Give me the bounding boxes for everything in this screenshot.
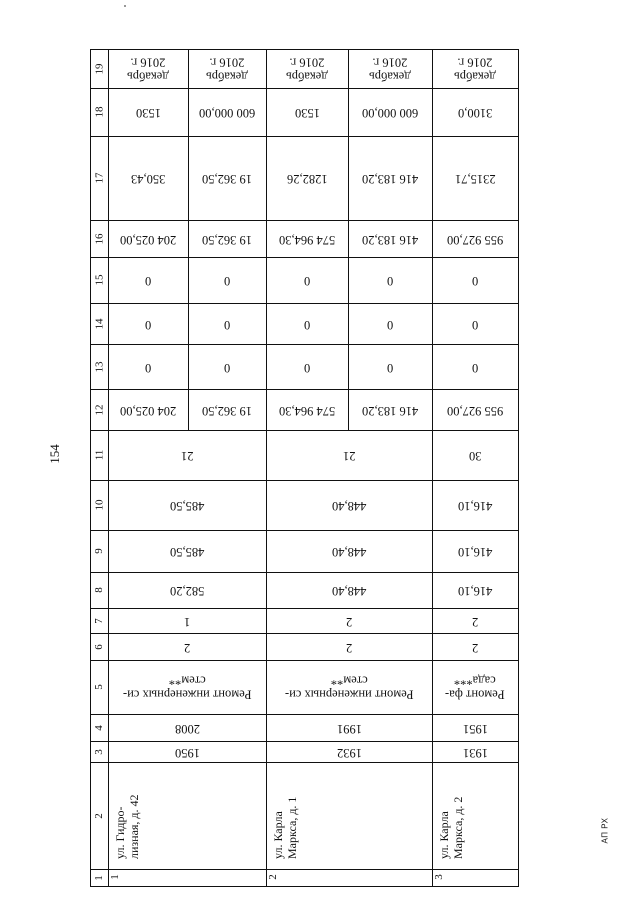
column-number-label: 5: [93, 684, 105, 690]
cell-col5-row5: [432, 660, 518, 714]
cell-col4-row5: [432, 714, 518, 741]
cell-text: 0: [471, 317, 479, 332]
cell-text: декабрь 2016 г.: [286, 55, 328, 84]
cell-col17-row4: [348, 136, 432, 220]
column-number-1: [90, 869, 108, 886]
cell-col19-row4: [348, 49, 432, 88]
cell-text: 0: [471, 360, 479, 375]
speck: [124, 5, 126, 7]
cell-col6-row5: [432, 633, 518, 660]
column-number-9: [90, 530, 108, 572]
cell-text: 1530: [294, 105, 320, 120]
column-number-4: [90, 714, 108, 741]
cell-col16-row5: [432, 220, 518, 257]
column-number-16: [90, 220, 108, 257]
cell-text: Ремонт инженерных си- стем**: [284, 674, 414, 702]
cell-col19-row2: [188, 49, 266, 88]
cell-col18-row1: [108, 88, 188, 136]
cell-text: 0: [144, 273, 152, 288]
cell-text: 574 964,30: [278, 232, 336, 247]
cell-text: 0: [303, 317, 311, 332]
cell-text: 2: [183, 640, 191, 655]
cell-text: 19 362,50: [202, 232, 252, 247]
row-number-2: [266, 871, 284, 888]
cell-text: 0: [303, 273, 311, 288]
column-number-label: 18: [93, 106, 105, 118]
cell-text: 1950: [174, 745, 200, 760]
cell-col7-row5: [432, 608, 518, 633]
cell-col5-row3: [266, 660, 432, 714]
cell-col9-row1: [108, 530, 266, 572]
cell-text: 416 183,20: [361, 403, 419, 418]
cell-text: 2: [471, 640, 479, 655]
column-number-label: 15: [93, 274, 105, 286]
cell-col9-row5: [432, 530, 518, 572]
cell-col13-row1: [108, 344, 188, 389]
cell-col12-row1: [108, 389, 188, 430]
cell-divider: [266, 762, 267, 869]
cell-text: 1282,26: [286, 171, 328, 186]
cell-col13-row2: [188, 344, 266, 389]
cell-text: 350,43: [130, 171, 166, 186]
cell-text: 204 025,00: [119, 403, 177, 418]
column-number-label: 1: [93, 874, 105, 881]
cell-text: 19 362,50: [202, 403, 252, 418]
column-number-5: [90, 660, 108, 714]
cell-col12-row5: [432, 389, 518, 430]
row-number-label: 3: [432, 874, 445, 880]
cell-col10-row1: [108, 480, 266, 530]
column-number-label: 10: [93, 499, 105, 511]
column-number-3: [90, 741, 108, 762]
cell-col11-row5: [432, 430, 518, 480]
cell-text: 0: [144, 317, 152, 332]
column-number-label: 3: [93, 748, 105, 755]
column-number-label: 2: [93, 812, 105, 819]
cell-col16-row4: [348, 220, 432, 257]
row-number-3: [432, 871, 450, 888]
cell-text: декабрь 2016 г.: [206, 55, 248, 84]
cell-col4-row1: [108, 714, 266, 741]
cell-text: 416,10: [457, 498, 493, 513]
cell-col16-row3: [266, 220, 348, 257]
cell-col12-row4: [348, 389, 432, 430]
cell-text: 416,10: [457, 583, 493, 598]
cell-text: 2: [345, 640, 353, 655]
cell-col17-row5: [432, 136, 518, 220]
row-number-label: 1: [108, 874, 121, 880]
cell-col15-row2: [188, 257, 266, 303]
column-number-label: 4: [93, 724, 105, 731]
cell-divider: [432, 762, 433, 869]
band-divider-2: [90, 762, 518, 763]
column-number-label: 14: [93, 318, 105, 329]
cell-col17-row2: [188, 136, 266, 220]
column-number-label: 7: [93, 617, 105, 624]
cell-col15-row4: [348, 257, 432, 303]
cell-text: 448,40: [331, 498, 367, 513]
cell-text: 19 362,50: [202, 171, 252, 186]
cell-col19-row1: [108, 49, 188, 88]
cell-col14-row5: [432, 303, 518, 344]
cell-text: 0: [386, 360, 394, 375]
cell-text: 0: [223, 317, 231, 332]
cell-col15-row3: [266, 257, 348, 303]
cell-text: Ремонт фа- сада***: [445, 674, 505, 702]
cell-text: 0: [223, 360, 231, 375]
column-number-8: [90, 572, 108, 608]
column-number-label: 13: [93, 361, 105, 372]
cell-text: декабрь 2016 г.: [127, 55, 169, 84]
cell-text: 955 927,00: [446, 403, 504, 418]
cell-col12-row3: [266, 389, 348, 430]
cell-col8-row1: [108, 572, 266, 608]
cell-text: 0: [386, 317, 394, 332]
cell-text: 955 927,00: [446, 232, 504, 247]
column-number-19: [90, 49, 108, 88]
cell-col10-row3: [266, 480, 432, 530]
cell-text: 2: [345, 614, 353, 629]
cell-col13-row4: [348, 344, 432, 389]
cell-text: 1932: [336, 745, 362, 760]
column-number-7: [90, 608, 108, 633]
cell-col13-row3: [266, 344, 348, 389]
column-number-11: [90, 430, 108, 480]
cell-text: 30: [468, 448, 482, 463]
cell-text: 2315,71: [454, 171, 496, 186]
cell-col9-row3: [266, 530, 432, 572]
band-divider-1: [90, 869, 518, 870]
cell-col7-row1: [108, 608, 266, 633]
column-number-label: 9: [93, 548, 105, 554]
cell-col14-row4: [348, 303, 432, 344]
cell-text: 2: [471, 614, 479, 629]
cell-text: 21: [342, 448, 356, 463]
cell-col15-row1: [108, 257, 188, 303]
page-number: 154: [47, 444, 62, 464]
cell-col14-row3: [266, 303, 348, 344]
cell-col16-row2: [188, 220, 266, 257]
cell-col18-row3: [266, 88, 348, 136]
cell-col14-row1: [108, 303, 188, 344]
column-number-label: 6: [93, 643, 105, 650]
cell-col16-row1: [108, 220, 188, 257]
cell-col6-row3: [266, 633, 432, 660]
cell-col15-row5: [432, 257, 518, 303]
column-number-label: 19: [93, 63, 105, 74]
cell-col5-row1: [108, 660, 266, 714]
cell-text: 0: [471, 273, 479, 288]
cell-col4-row3: [266, 714, 432, 741]
cell-col7-row3: [266, 608, 432, 633]
rotated-table: [90, 49, 518, 886]
cell-text: 0: [386, 273, 394, 288]
cell-col17-row1: [108, 136, 188, 220]
cell-col12-row2: [188, 389, 266, 430]
cell-text: 1991: [336, 721, 362, 736]
cell-text: 2008: [174, 721, 200, 736]
address-text: ул. Гидро- лизная, д. 42: [113, 794, 141, 859]
cell-col3-row1: [108, 741, 266, 762]
cell-text: 1: [183, 614, 191, 629]
cell-col6-row1: [108, 633, 266, 660]
column-number-2: [90, 762, 108, 869]
cell-text: 574 964,30: [278, 403, 336, 418]
cell-text: 485,50: [169, 544, 205, 559]
cell-col19-row5: [432, 49, 518, 88]
cell-col11-row3: [266, 430, 432, 480]
cell-text: 1530: [135, 105, 161, 120]
column-number-6: [90, 633, 108, 660]
cell-text: Ремонт инженерных си- стем**: [122, 674, 252, 702]
column-number-13: [90, 344, 108, 389]
column-number-10: [90, 480, 108, 530]
cell-col3-row5: [432, 741, 518, 762]
cell-text: 1931: [462, 745, 488, 760]
cell-text: 21: [180, 448, 194, 463]
cell-text: 204 025,00: [119, 232, 177, 247]
cell-col18-row2: [188, 88, 266, 136]
column-number-label: 11: [93, 449, 105, 461]
cell-text: 3100,0: [457, 105, 493, 120]
cell-col13-row5: [432, 344, 518, 389]
column-number-label: 17: [93, 172, 105, 184]
cell-text: 1951: [462, 721, 488, 736]
cell-col17-row3: [266, 136, 348, 220]
table-border-right: [518, 49, 519, 886]
column-number-12: [90, 389, 108, 430]
cell-col11-row1: [108, 430, 266, 480]
cell-text: 448,40: [331, 583, 367, 598]
table-border-bottom: [90, 886, 519, 887]
column-number-label: 16: [93, 233, 105, 244]
cell-col3-row3: [266, 741, 432, 762]
cell-col10-row5: [432, 480, 518, 530]
column-number-18: [90, 88, 108, 136]
address-text: ул. Карла Маркса, д. 1: [271, 796, 299, 859]
cell-text: декабрь 2016 г.: [369, 55, 411, 84]
address-text: ул. Карла Маркса, д. 2: [437, 796, 465, 859]
column-number-label: 12: [93, 404, 105, 415]
cell-text: 416 183,20: [361, 232, 419, 247]
column-number-14: [90, 303, 108, 344]
cell-col18-row5: [432, 88, 518, 136]
cell-text: 416 183,20: [361, 171, 419, 186]
cell-text: 448,40: [331, 544, 367, 559]
row-number-1: [108, 871, 126, 888]
cell-text: 0: [144, 360, 152, 375]
cell-text: 600 000,00: [198, 105, 256, 120]
cell-col19-row3: [266, 49, 348, 88]
cell-text: 582,20: [169, 583, 205, 598]
cell-col8-row5: [432, 572, 518, 608]
cell-text: 600 000,00: [361, 105, 419, 120]
cell-text: 0: [223, 273, 231, 288]
cell-col18-row4: [348, 88, 432, 136]
row-number-label: 2: [266, 874, 279, 880]
cell-col8-row3: [266, 572, 432, 608]
column-number-label: 8: [93, 587, 105, 593]
cell-text: 416,10: [457, 544, 493, 559]
cell-text: декабрь 2016 г.: [454, 55, 496, 84]
column-number-15: [90, 257, 108, 303]
cell-text: 0: [303, 360, 311, 375]
column-number-17: [90, 136, 108, 220]
footer-mark: АП РХ: [600, 817, 610, 844]
cell-text: 485,50: [169, 498, 205, 513]
cell-col14-row2: [188, 303, 266, 344]
